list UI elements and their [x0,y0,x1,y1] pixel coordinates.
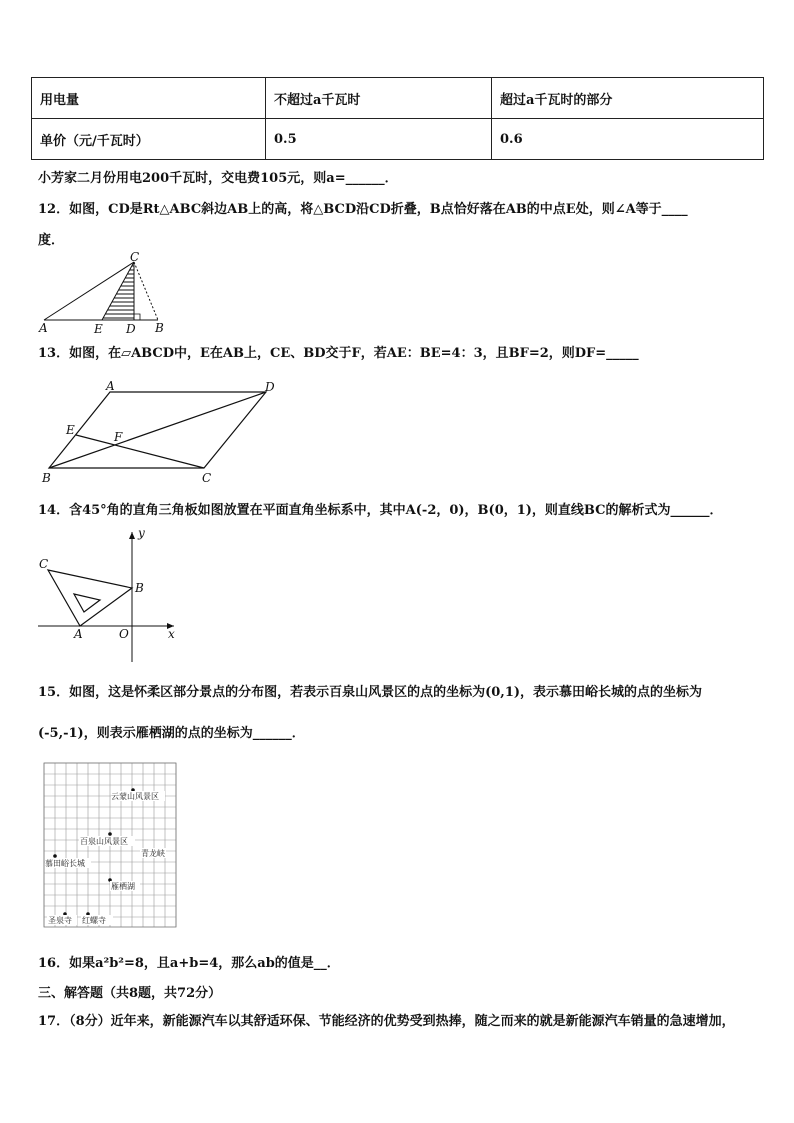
table-cell: 0.6 [492,119,764,160]
question-15-text: 15．如图，这是怀柔区部分景点的分布图，若表示百泉山风景区的点的坐标为(0,1)，表示慕田峪长城的点的坐标为 [38,685,703,700]
label-e: E [66,423,75,437]
label-c: C [202,471,212,485]
place-shengquansi: 圣泉寺 [48,916,72,925]
right-triangle-fold-figure [36,252,171,336]
question-12-text-cont: 度． [38,233,65,248]
label-e: E [94,322,103,336]
label-a: A [39,321,48,335]
place-baiquanshan: 百泉山风景区 [80,837,128,846]
label-x: x [168,627,175,641]
parallelogram-figure [36,378,286,488]
question-11-tail: 小芳家二月份用电200千瓦时，交电费105元，则a=______． [38,171,398,186]
place-yanqihu: 雁栖湖 [111,882,135,891]
table-cell: 0.5 [266,119,492,160]
place-mutianyu: 慕田峪长城 [45,859,85,868]
coordinate-triangle-figure [34,524,184,666]
question-15-text-cont: (-5,-1)，则表示雁栖湖的点的坐标为______． [38,726,305,741]
question-14-text: 14．含45°角的直角三角板如图放置在平面直角坐标系中，其中A(-2，0)，B(0，1)，则直线BC的解析式为______． [38,503,723,518]
question-12-text: 12．如图，CD是Rt△ABC斜边AB上的高，将△BCD沿CD折叠，B点恰好落在AB的中点E处，则∠A等于____ [38,202,688,217]
label-f: F [114,430,123,444]
question-17-text: 17．（8分）近年来，新能源汽车以其舒适环保、节能经济的优势受到热捧，随之而来的就是新能源汽车销量的急速增加， [38,1014,735,1029]
label-b: B [135,581,144,595]
table-cell: 不超过a千瓦时 [266,78,492,119]
place-qinglongxia: 青龙峡 [141,849,165,858]
table-row [32,119,764,160]
price-table [31,77,764,160]
label-d: D [265,380,275,394]
table-cell: 用电量 [32,78,266,119]
label-o: O [119,627,129,641]
label-d: D [126,322,136,336]
place-hongluosi: 红螺寺 [82,916,106,925]
label-c: C [39,557,49,571]
label-b: B [42,471,51,485]
label-c: C [130,252,140,264]
label-a: A [74,627,83,641]
table-cell: 超过a千瓦时的部分 [492,78,764,119]
scenic-spots-map [43,762,183,930]
section-heading: 三、解答题（共8题，共72分） [38,986,222,1001]
question-13-text: 13．如图，在▱ABCD中，E在AB上，CE、BD交于F，若AE：BE=4：3，且BF=2，则DF=_____ [38,346,639,361]
label-y: y [138,526,145,540]
question-16-text: 16．如果a²b²=8，且a+b=4，那么ab的值是__． [38,956,340,971]
table-cell: 单价（元/千瓦时） [32,119,266,160]
table-row [32,78,764,119]
label-b: B [155,321,164,335]
place-yunmengshan: 云蒙山风景区 [111,792,159,801]
label-a: A [106,379,115,393]
